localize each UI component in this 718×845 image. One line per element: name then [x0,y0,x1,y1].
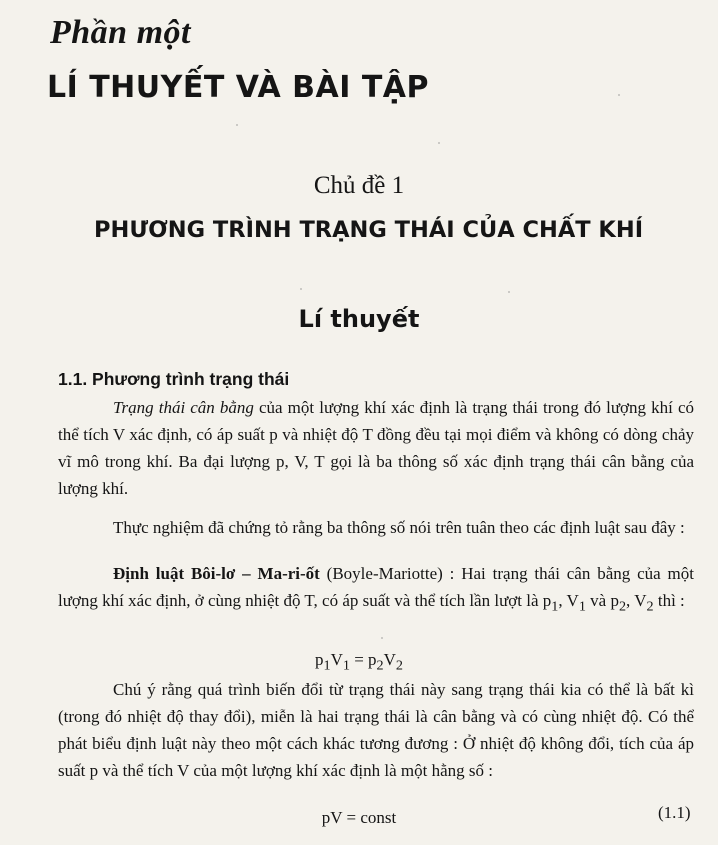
paragraph-equilibrium-state [58,394,694,502]
subscript: 2 [646,598,654,615]
chapter-title: PHƯƠNG TRÌNH TRẠNG THÁI CỦA CHẤT KHÍ [94,217,644,243]
eq-operator: = [349,650,369,669]
paragraph-text: , V [626,591,647,610]
eq-subscript: 2 [395,657,403,674]
chapter-label: Chủ đề 1 [313,172,405,199]
scan-speck [618,94,620,96]
paragraph-text: của một lượng khí xác định là trạng thái trong đó lượng khí có thể tích V xác định, có áp suất p và nhiệt độ T đồng đều tại mọi điểm và không có dòng chảy vĩ mô trong khí. Ba đại lượng p, V, T gọi là ba thông số xác định trạng thái cân bằng của lượng khí. [58,398,694,498]
equation-boyle [0,650,718,674]
paragraph-text: và p [585,591,619,610]
paragraph-text: thì : [653,591,685,610]
paragraph-text: Thực nghiệm đã chứng tỏ rằng ba thông số nói trên tuân theo các định luật sau đây : [113,518,685,537]
part-title: LÍ THUYẾT VÀ BÀI TẬP [47,70,429,105]
eq-subscript: 1 [323,657,331,674]
paragraph-experiment [58,514,694,541]
paragraph-boyle-law [58,560,694,620]
section-title: Lí thuyết [298,305,420,333]
eq-symbol: p [368,650,377,669]
eq-subscript: 1 [342,657,350,674]
subscript: 2 [618,598,627,615]
term-equilibrium-state: Trạng thái cân bằng [113,398,254,417]
paragraph-text: , V [558,591,579,610]
subscript: 1 [578,598,586,615]
scan-speck [381,637,383,639]
eq-symbol: p [315,650,324,669]
paragraph-text: (Boyle-Mariotte) : Hai trạng thái cân bằng của một lượng khí xác định, ở cùng nhiệt độ T, có áp suất và thể tích lần lượt là p [58,564,694,610]
scan-speck [438,142,440,144]
law-name: Định luật Bôi-lơ – Ma-ri-ốt [113,564,320,583]
part-label: Phần một [50,14,191,51]
subsection-heading: 1.1. Phương trình trạng thái [58,369,290,389]
equation-number: (1.1) [658,803,691,822]
equation-const: pV = const [321,808,397,827]
scan-speck [236,124,238,126]
paragraph-note [58,676,694,784]
subscript: 1 [551,598,559,615]
eq-symbol: V [383,650,396,669]
paragraph-text: Chú ý rằng quá trình biến đổi từ trạng thái này sang trạng thái kia có thể là bất kì (trong đó nhiệt độ thay đổi), miễn là hai trạng thái là cân bằng và có cùng nhiệt độ. Có thể phát biểu định luật này theo một cách khác tương đương : Ở nhiệt độ không đổi, tích của áp suất p và thể tích V của một lượng khí xác định là một hằng số : [58,680,694,780]
eq-subscript: 2 [376,657,384,674]
scan-speck [508,291,510,293]
scan-speck [300,288,302,290]
eq-symbol: V [330,650,343,669]
